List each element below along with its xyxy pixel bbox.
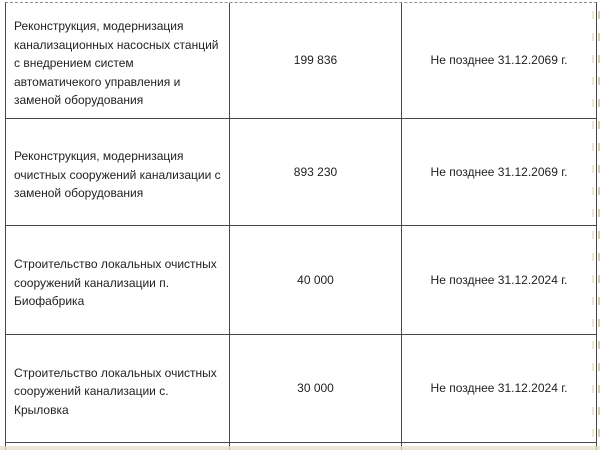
- project-table: [5, 2, 597, 450]
- project-name-text: Строительство локальных очистных сооружений канализации с. Крыловка: [14, 365, 217, 417]
- project-name-cell: [6, 119, 230, 225]
- amount-cell: [230, 335, 402, 442]
- cutoff-column-marks: [592, 4, 594, 442]
- table-row: [6, 335, 596, 443]
- project-name-cell: [6, 226, 230, 334]
- table-row: [6, 119, 596, 226]
- amount-cell: [230, 119, 402, 225]
- amount-text: 893 230: [293, 164, 338, 179]
- amount-text: 40 000: [297, 272, 334, 287]
- cutoff-row-tint: [0, 446, 600, 450]
- project-name-cell: [6, 335, 230, 442]
- deadline-text: Не позднее 31.12.2069 г.: [430, 164, 568, 179]
- deadline-text: Не позднее 31.12.2024 г.: [430, 272, 568, 287]
- table-row: [6, 226, 596, 335]
- project-name-text: Реконструкция, модернизация канализационных насосных станций с внедрением систем автоматичекого управления и заменой оборудования: [14, 19, 219, 108]
- deadline-cell: [402, 119, 596, 225]
- project-name-text: Реконструкция, модернизация очистных сооружений канализации с заменой оборудования: [14, 149, 221, 201]
- amount-text: 199 836: [293, 53, 338, 68]
- amount-cell: [230, 226, 402, 334]
- project-name-text: Строительство локальных очистных сооружений канализации п. Биофабрика: [14, 257, 217, 309]
- deadline-text: Не позднее 31.12.2069 г.: [430, 53, 568, 68]
- amount-cell: [230, 3, 402, 118]
- deadline-cell: [402, 226, 596, 334]
- deadline-cell: [402, 335, 596, 442]
- deadline-text: Не позднее 31.12.2024 г.: [430, 381, 568, 396]
- amount-text: 30 000: [297, 381, 334, 396]
- project-name-cell: [6, 3, 230, 118]
- table-row: [6, 3, 596, 119]
- deadline-cell: [402, 3, 596, 118]
